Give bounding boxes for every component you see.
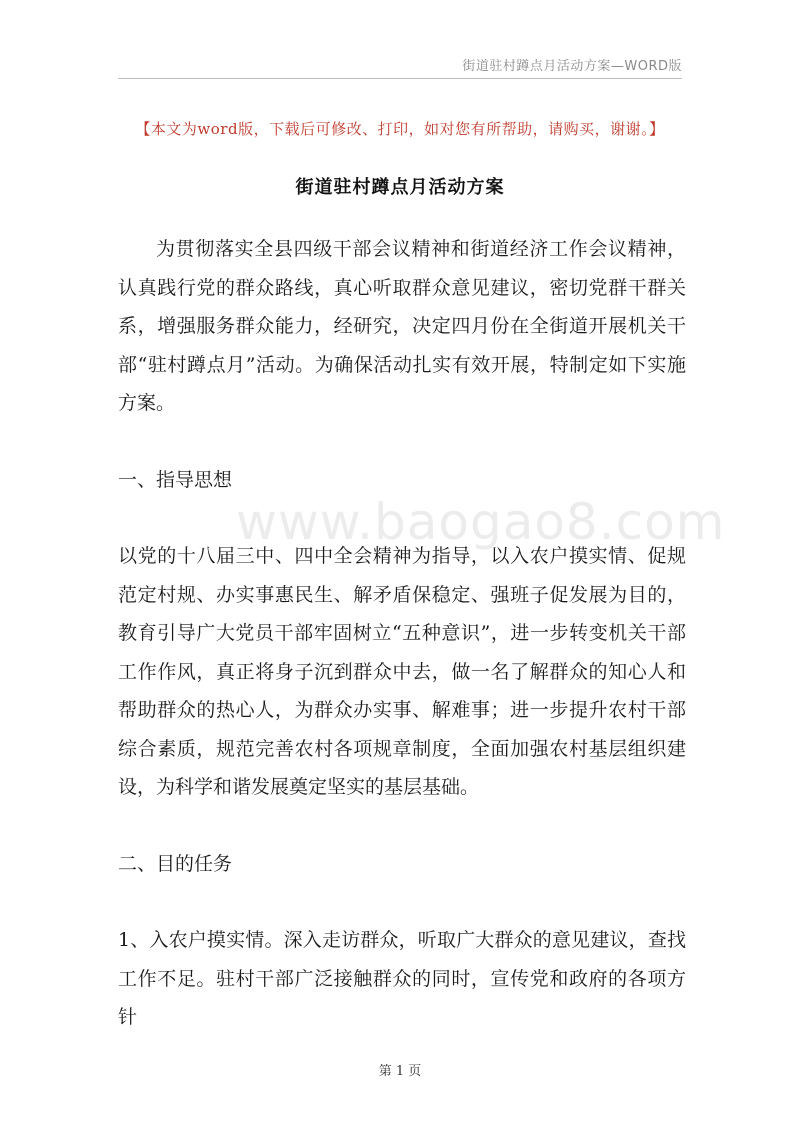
guiding-thought-paragraph: 以党的十八届三中、四中全会精神为指导，以入农户摸实情、促规范定村规、办实事惠民生、解矛盾保稳定、强班子促发展为目的，教育引导广大党员干部牢固树立“五种意识”，进一步转变机关干部工作作风，真正将身子沉到群众中去，做一名了解群众的知心人和帮助群众的热心人，为群众办实事、解难事；进一步提升农村干部综合素质，规范完善农村各项规章制度，全面加强农村基层组织建设，为科学和谐发展奠定坚实的基层基础。 — [118, 545, 686, 798]
goals-item-1-paragraph: 1、入农户摸实情。深入走访群众，听取广大群众的意见建议，查找工作不足。驻村干部广泛接触群众的同时，宣传党和政府的各项方针 — [118, 929, 686, 1028]
purchase-notice: 【本文为word版，下载后可修改、打印，如对您有所帮助，请购买，谢谢。】 — [135, 120, 665, 138]
intro-paragraph: 为贯彻落实全县四级干部会议精神和街道经济工作会议精神，认真践行党的群众路线，真心听取群众意见建议，密切党群干群关系，增强服务群众能力，经研究，决定四月份在全街道开展机关干部“驻村蹲点月”活动。为确保活动扎实有效开展，特制定如下实施方案。 — [118, 238, 686, 414]
page-number: 第 1 页 — [378, 1064, 422, 1079]
page-title: 街道驻村蹲点月活动方案 — [295, 177, 505, 198]
document-body — [118, 230, 686, 1037]
watermark: www.baogao8.com — [236, 493, 726, 551]
header-divider — [118, 78, 682, 79]
section-heading-guiding-thought: 一、指导思想 — [118, 468, 233, 491]
section-heading-goals-tasks: 二、目的任务 — [118, 852, 233, 875]
running-header: 街道驻村蹲点月活动方案—WORD版 — [462, 59, 682, 74]
